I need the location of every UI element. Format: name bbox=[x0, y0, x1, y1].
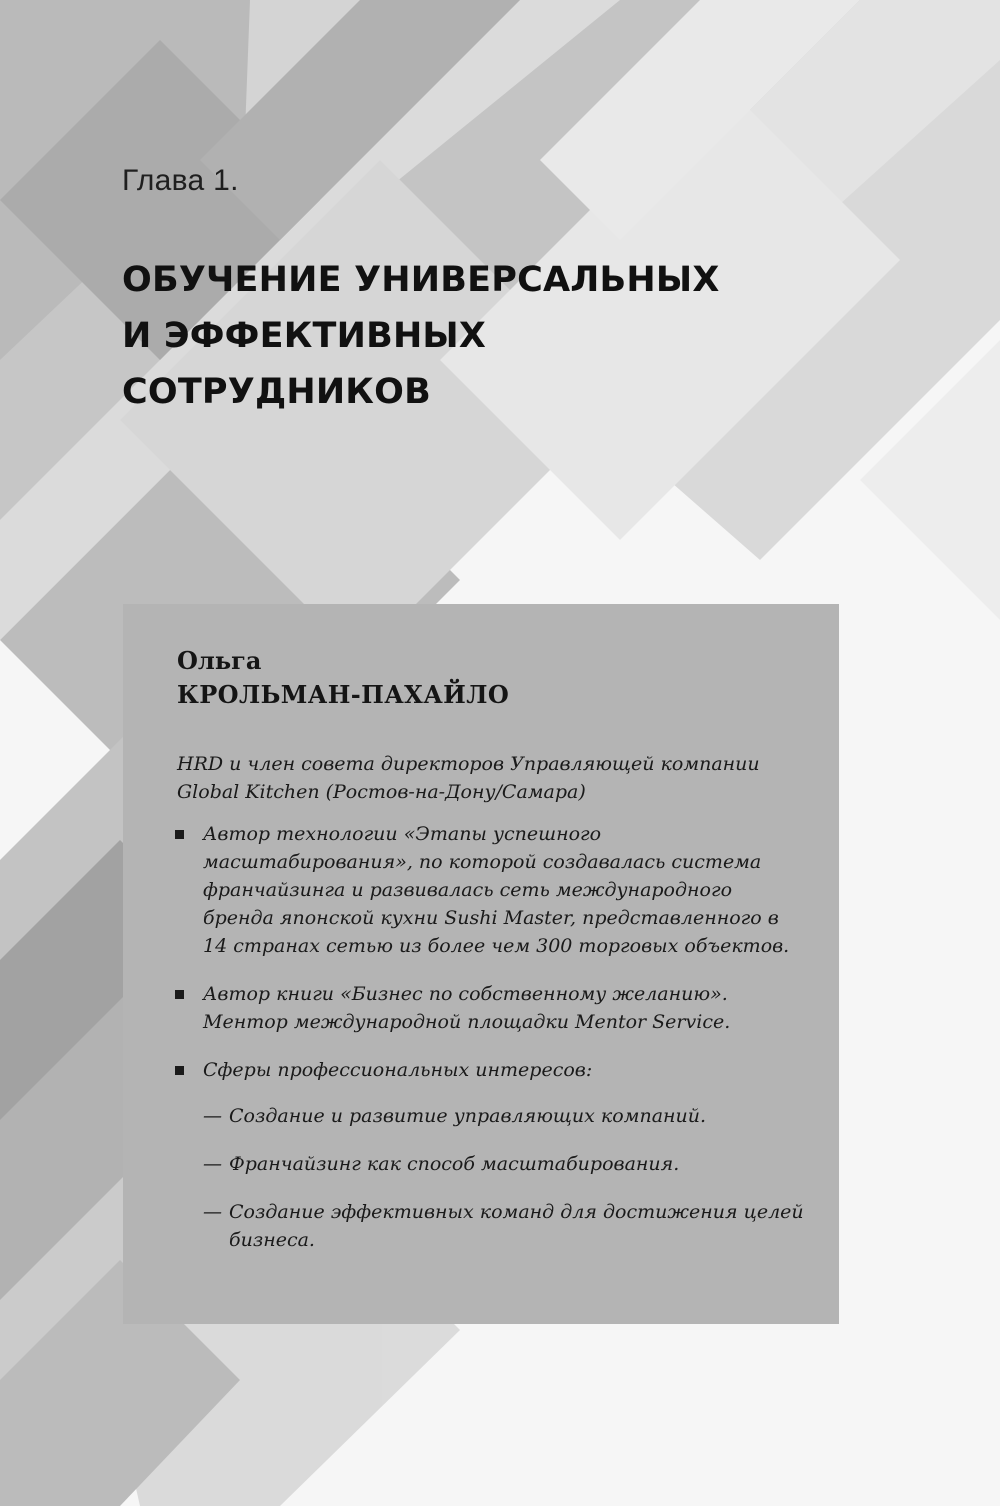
list-item-text: Автор книги «Бизнес по собственному желанию». Ментор международной площадки Mentor Service. bbox=[203, 983, 731, 1033]
sub-list-item bbox=[203, 1198, 805, 1254]
sub-list-item bbox=[203, 1150, 805, 1178]
author-info-box bbox=[123, 604, 839, 1324]
sub-list-item bbox=[203, 1102, 805, 1130]
dash-icon: — bbox=[203, 1201, 222, 1223]
author-last-name: КРОЛЬМАН-ПАХАЙЛО bbox=[177, 680, 510, 709]
list-item bbox=[175, 980, 805, 1036]
list-item-text: Сферы профессиональных интересов: bbox=[203, 1059, 593, 1081]
sub-list-item-text: Создание и развитие управляющих компаний. bbox=[229, 1105, 707, 1127]
square-bullet-icon bbox=[175, 830, 184, 839]
list-item-text: Автор технологии «Этапы успешного масштабирования», по которой создавалась система франчайзинга и развивалась сеть международного бренда японской кухни Sushi Master, представленного в 14 странах сетью из более чем 300 торговых объектов. bbox=[203, 823, 790, 957]
list-item bbox=[175, 820, 805, 960]
author-first-name: Ольга bbox=[177, 646, 262, 675]
interests-sub-list bbox=[203, 1102, 805, 1254]
chapter-title-line: СОТРУДНИКОВ bbox=[122, 372, 431, 412]
dash-icon: — bbox=[203, 1105, 222, 1127]
square-bullet-icon bbox=[175, 990, 184, 999]
chapter-title-line: И ЭФФЕКТИВНЫХ bbox=[122, 316, 487, 356]
author-bullet-list bbox=[175, 820, 805, 1274]
author-role: HRD и член совета директоров Управляющей компании Global Kitchen (Ростов-на-Дону/Самара) bbox=[177, 753, 760, 803]
list-item bbox=[175, 1056, 805, 1254]
chapter-label: Глава 1. bbox=[122, 164, 239, 197]
dash-icon: — bbox=[203, 1153, 222, 1175]
sub-list-item-text: Франчайзинг как способ масштабирования. bbox=[229, 1153, 680, 1175]
square-bullet-icon bbox=[175, 1066, 184, 1075]
sub-list-item-text: Создание эффективных команд для достижения целей бизнеса. bbox=[229, 1201, 804, 1251]
chapter-title bbox=[122, 252, 762, 420]
chapter-title-line: ОБУЧЕНИЕ УНИВЕРСАЛЬНЫХ bbox=[122, 260, 720, 300]
